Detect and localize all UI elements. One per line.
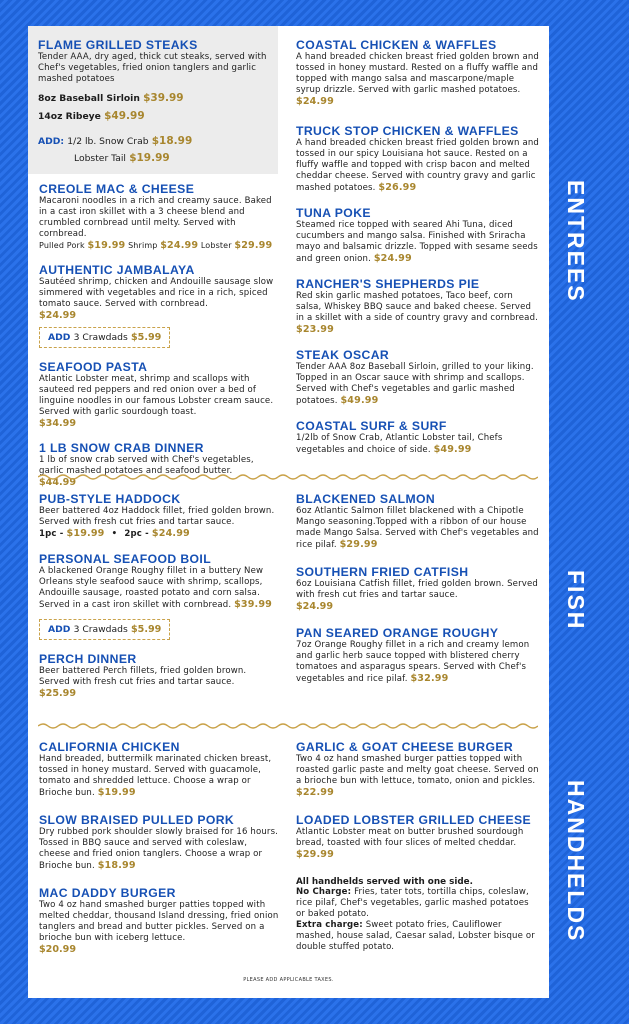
item-description <box>296 433 540 456</box>
extra-charge-label: Extra charge: <box>296 920 363 930</box>
item-description <box>39 754 279 799</box>
item-description <box>39 566 279 611</box>
option-label: 14oz Ribeye <box>38 111 101 122</box>
description-text: Two 4 oz hand smashed burger patties topped with roasted garlic paste and melty goat cheese. Served on a brioche bun with lettuce, tomato, onion and pickles. <box>296 754 539 786</box>
haddock-prices <box>39 528 279 540</box>
description-text: 7oz Orange Roughy fillet in a rich and creamy lemon and garlic herb sauce topped with blistered cherry tomatoes and asparagus spears. Served with Chef's vegetables and rice pilaf. <box>296 640 530 684</box>
steak-option-sirloin <box>38 91 268 106</box>
item-price: $24.99 <box>296 96 334 107</box>
menu-item-creole <box>39 182 278 251</box>
price-label: 2pc - <box>124 529 149 539</box>
menu-item-surf-surf <box>296 419 540 456</box>
item-title: COASTAL SURF & SURF <box>296 419 447 433</box>
menu-item-goat-cheese-burger <box>296 740 540 799</box>
menu-item-tuna-poke <box>296 206 540 265</box>
item-price: $39.99 <box>234 599 272 610</box>
menu-item-steaks <box>28 26 278 174</box>
description-text: Atlantic Lobster meat on butter brushed sourdough bread, toasted with four slices of melted cheddar. <box>296 827 524 848</box>
add-price: $5.99 <box>130 624 162 635</box>
price-label: Lobster <box>200 241 232 250</box>
menu-item-lobster-grilled-cheese <box>296 813 540 861</box>
description-text: A hand breaded chicken breast fried golden brown and tossed in our spicy Louisiana hot sauce. Rested on a fluffy waffle and topped with crisp bacon and melted cheddar cheese. Served with country gravy and garlic mashed potatoes. <box>296 138 539 193</box>
tax-footer: PLEASE ADD APPLICABLE TAXES. <box>243 977 334 983</box>
steak-addon-lobster <box>38 151 268 166</box>
item-description <box>296 754 540 799</box>
menu-item-seafood-pasta <box>39 360 278 429</box>
item-price: $25.99 <box>39 688 77 699</box>
note-heading: All handhelds served with one side. <box>296 877 473 887</box>
add-crawdads-box <box>39 619 170 640</box>
item-price: $29.99 <box>296 849 334 860</box>
add-text: 3 Crawdads <box>73 332 128 343</box>
menu-item-catfish <box>296 565 540 612</box>
description-text: Hand breaded, buttermilk marinated chicken breast, tossed in honey mustard. Served with guacamole, tomato and shredded lettuce. Choose a wrap or Brioche bun. <box>39 754 272 798</box>
steak-option-ribeye <box>38 109 268 124</box>
menu-panel <box>28 26 549 998</box>
item-price: $32.99 <box>410 673 449 684</box>
section-label-handhelds: HANDHELDS <box>563 780 589 943</box>
menu-item-pulled-pork <box>39 813 279 872</box>
item-price: $24.99 <box>373 253 412 264</box>
item-price: $24.99 <box>160 240 199 251</box>
item-title: MAC DADDY BURGER <box>39 886 176 900</box>
item-title: RANCHER'S SHEPHERDS PIE <box>296 277 480 291</box>
item-price: $49.99 <box>340 395 379 406</box>
menu-item-steak-oscar <box>296 348 540 407</box>
menu-item-orange-roughy <box>296 626 540 685</box>
separator: • <box>111 529 118 539</box>
item-title: LOADED LOBSTER GRILLED CHEESE <box>296 813 532 827</box>
wavy-divider-1 <box>38 472 538 482</box>
item-description <box>296 291 540 336</box>
entrees-right-column <box>296 38 540 468</box>
item-price: $29.99 <box>339 539 378 550</box>
item-price: $49.99 <box>433 444 472 455</box>
item-title: SEAFOOD PASTA <box>39 360 148 374</box>
add-label: ADD: <box>38 136 65 147</box>
item-description <box>296 640 540 685</box>
item-description <box>296 52 540 108</box>
menu-item-perch <box>39 652 279 699</box>
menu-item-shepherds-pie <box>296 277 540 336</box>
item-title: BLACKENED SALMON <box>296 492 436 506</box>
addon-price: $19.99 <box>129 152 170 164</box>
menu-item-coastal-waffles <box>296 38 540 108</box>
menu-item-california-chicken <box>39 740 279 799</box>
item-title: PERSONAL SEAFOOD BOIL <box>39 552 212 566</box>
menu-item-jambalaya <box>39 263 278 348</box>
option-price: $49.99 <box>104 110 145 122</box>
item-title: PERCH DINNER <box>39 652 137 666</box>
item-description: Beer battered Perch fillets, fried golden brown. Served with fresh cut fries and tartar sauce. <box>39 666 247 687</box>
no-charge-label: No Charge: <box>296 887 352 897</box>
item-price: $29.99 <box>234 240 273 251</box>
item-price: $23.99 <box>296 324 334 335</box>
handhelds-right-column <box>296 740 540 965</box>
option-price: $39.99 <box>143 92 184 104</box>
add-label: ADD <box>48 332 71 343</box>
item-price: $20.99 <box>39 944 77 955</box>
item-title: 1 LB SNOW CRAB DINNER <box>39 441 204 455</box>
no-charge-text: Fries, tater tots, tortilla chips, coleslaw, rice pilaf, Chef's vegetables, garlic mashed potatoes or baked potato. <box>296 887 529 919</box>
description-text: A hand breaded chicken breast fried golden brown and tossed in honey mustard. Rested on a fluffy waffle and topped with mango salsa and mascarpone/maple syrup drizzle. Served with garlic mashed potatoes. <box>296 52 539 95</box>
item-description <box>39 827 279 872</box>
fish-left-column <box>39 492 279 711</box>
item-description: Sautéed shrimp, chicken and Andouille sausage slow simmered with vegetables and rice in a rich, spiced tomato sauce. Served with cornbread. <box>39 277 274 309</box>
price-label: Pulled Pork <box>39 241 85 250</box>
option-label: 8oz Baseball Sirloin <box>38 93 140 104</box>
item-price: $19.99 <box>97 787 136 798</box>
item-description <box>296 362 540 407</box>
item-price: $26.99 <box>378 182 417 193</box>
description-text: Red skin garlic mashed potatoes, Taco beef, corn salsa, Whiskey BBQ sauce and baked cheese. Served in a skillet with a side of country gravy and cornbread. <box>296 291 539 323</box>
description-text: Tender AAA 8oz Baseball Sirloin, grilled to your liking. Topped in an Oscar sauce with shrimp and scallops. Served with Chef's vegetables and garlic mashed potatoes. <box>296 362 534 406</box>
menu-item-truck-stop <box>296 124 540 194</box>
item-description <box>296 138 540 194</box>
item-description: 1 lb of snow crab served with Chef's vegetables, garlic mashed potatoes and seafood butter. <box>39 455 254 476</box>
item-title: SLOW BRAISED PULLED PORK <box>39 813 235 827</box>
description-text: A blackened Orange Roughy fillet in a buttery New Orleans style seafood sauce with shrimp, scallops, Andouille sausage, roasted potato and corn salsa. Served in a cast iron skillet with cornbread. <box>39 566 264 610</box>
item-price: $18.99 <box>97 860 136 871</box>
section-label-fish: FISH <box>563 570 589 631</box>
item-description: Tender AAA, dry aged, thick cut steaks, served with Chef's vegetables, fried onion tanglers and garlic mashed potatoes <box>38 52 267 84</box>
item-title: SOUTHERN FRIED CATFISH <box>296 565 469 579</box>
item-title: CREOLE MAC & CHEESE <box>39 182 195 196</box>
wavy-divider-2 <box>38 721 538 731</box>
item-description: Macaroni noodles in a rich and creamy sauce. Baked in a cast iron skillet with a 3 cheese blend and crumbled cornbread until melty. Served with cornbread. <box>39 196 272 239</box>
item-price: $24.99 <box>39 310 77 321</box>
price-label: Shrimp <box>128 241 158 250</box>
description-text: Dry rubbed pork shoulder slowly braised for 16 hours. Tossed in BBQ sauce and served with coleslaw, cheese and fried onion tanglers. Choose a wrap or Brioche bun. <box>39 827 279 871</box>
item-price: $34.99 <box>39 418 77 429</box>
item-description <box>296 506 540 551</box>
description-text: Steamed rice topped with seared Ahi Tuna, diced cucumbers and mango salsa. Finished with Sriracha mayo and balsamic drizzle. Topped with sesame seeds and green onion. <box>296 220 538 264</box>
item-title: GARLIC & GOAT CHEESE BURGER <box>296 740 514 754</box>
item-description: Two 4 oz hand smashed burger patties topped with melted cheddar, thousand Island dressing, fried onion tanglers and bread and butter pickles. Served on a brioche bun with iceberg lettuce. <box>39 900 279 943</box>
add-price: $5.99 <box>130 332 162 343</box>
item-description: 6oz Louisiana Catfish fillet, fried golden brown. Served with fresh cut fries and tartar sauce. <box>296 579 538 600</box>
note-extra-charge <box>296 920 540 953</box>
item-title: STEAK OSCAR <box>296 348 390 362</box>
item-description: Atlantic Lobster meat, shrimp and scallops with sauteed red peppers and red onion over a bed of linguine noodles in our famous Lobster cream sauce. Served with garlic sourdough toast. <box>39 374 274 417</box>
item-title: TRUCK STOP CHICKEN & WAFFLES <box>296 124 519 138</box>
add-crawdads-box <box>39 327 170 348</box>
item-price: $19.99 <box>87 240 126 251</box>
extra-charge-text: Sweet potato fries, Cauliflower mashed, house salad, Caesar salad, Lobster bisque or double stuffed potato. <box>296 920 535 952</box>
add-label: ADD <box>48 624 71 635</box>
item-title: PUB-STYLE HADDOCK <box>39 492 181 506</box>
item-price: $22.99 <box>296 787 334 798</box>
item-description <box>296 827 540 861</box>
item-title: TUNA POKE <box>296 206 371 220</box>
addon-label: Lobster Tail <box>74 153 126 164</box>
note-no-charge <box>296 887 540 920</box>
menu-item-haddock <box>39 492 279 540</box>
steak-addon-crab <box>38 134 268 149</box>
item-title: FLAME GRILLED STEAKS <box>38 38 198 52</box>
item-price: $19.99 <box>66 528 105 539</box>
handhelds-side-note <box>296 877 540 953</box>
item-title: PAN SEARED ORANGE ROUGHY <box>296 626 499 640</box>
description-text: 6oz Atlantic Salmon fillet blackened with a Chipotle Mango seasoning.Topped with a ribbon of our house made Mango Salsa. Served with Chef's vegetables and rice pilaf. <box>296 506 539 550</box>
item-price: $44.99 <box>39 477 77 488</box>
description-text: 1/2lb of Snow Crab, Atlantic Lobster tail, Chefs vegetables and choice of side. <box>296 433 503 455</box>
section-label-entrees: ENTREES <box>563 180 589 303</box>
entrees-left-column <box>28 26 278 500</box>
item-price: $24.99 <box>296 601 334 612</box>
creole-prices <box>39 240 278 251</box>
menu-item-mac-daddy <box>39 886 279 955</box>
menu-item-seafood-boil <box>39 552 279 640</box>
item-description: Beer battered 4oz Haddock fillet, fried golden brown. Served with fresh cut fries and tartar sauce. <box>39 506 275 527</box>
addon-price: $18.99 <box>151 135 193 147</box>
item-title: CALIFORNIA CHICKEN <box>39 740 180 754</box>
item-price: $24.99 <box>151 528 190 539</box>
item-title: COASTAL CHICKEN & WAFFLES <box>296 38 497 52</box>
handhelds-left-column <box>39 740 279 967</box>
menu-item-salmon <box>296 492 540 551</box>
item-description <box>296 220 540 265</box>
fish-right-column <box>296 492 540 697</box>
price-label: 1pc - <box>39 529 64 539</box>
add-text: 3 Crawdads <box>73 624 128 635</box>
addon-label: 1/2 lb. Snow Crab <box>67 136 149 147</box>
item-title: AUTHENTIC JAMBALAYA <box>39 263 195 277</box>
